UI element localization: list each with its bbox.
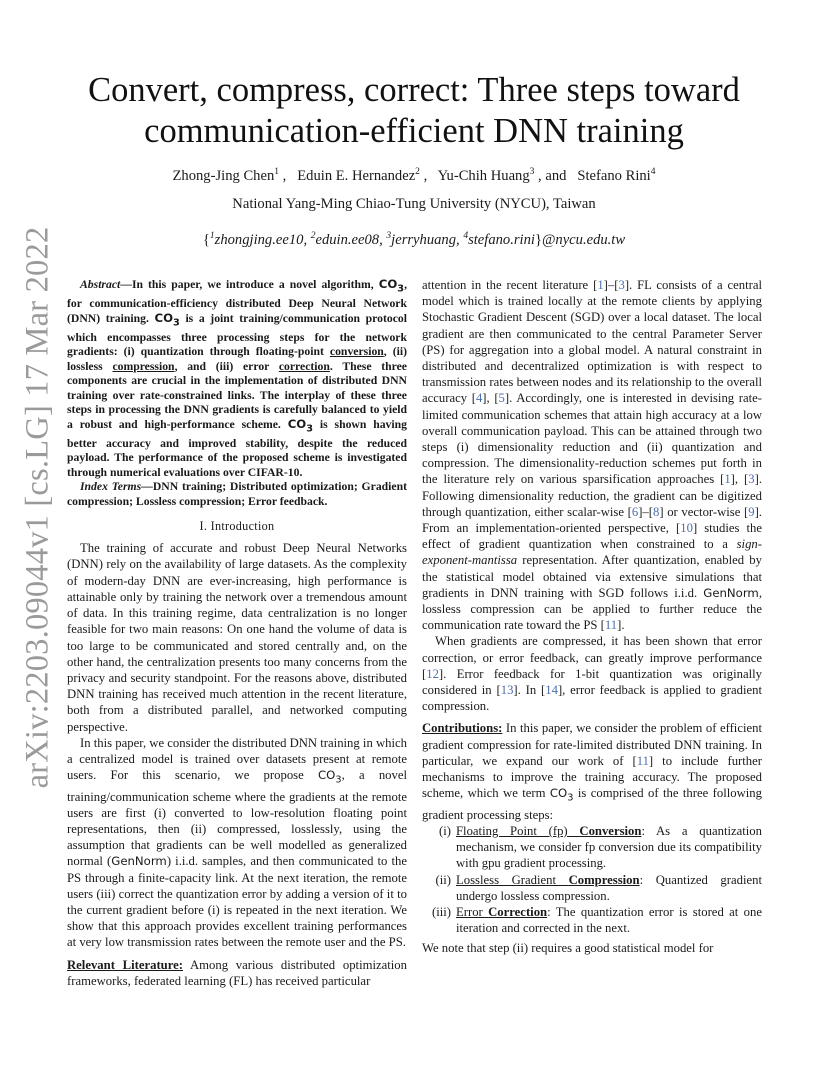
section-heading: I. Introduction xyxy=(199,519,275,534)
author-mark: 1 xyxy=(274,167,279,177)
author-mark: 4 xyxy=(650,167,656,177)
closing-line: We note that step (ii) requires a good statistical model for xyxy=(422,941,714,956)
email: jerryhuang xyxy=(391,231,457,248)
list-item: (i) Floating Point (fp) Conversion: As a quantization mechanism, we consider fp conversion due its compatibility with gpu gradient processing. xyxy=(439,824,762,871)
index-terms: Index Terms—DNN training; Distributed optimization; Gradient compression; Lossless compression; Error feedback. xyxy=(67,480,407,508)
intro-paragraph-2: In this paper, we consider the distributed DNN training in which a centralized model is trained over datasets present at remote users. For this scenario, we propose $CO_3$, a novel training/communication scheme where the gradients at the remote users are first (i) converted to low-resolution floating point representations, then (ii) compressed, losslessly, using the assumption that gradients can be well modelled as generalized normal (GenNorm) i.i.d. samples, and then communicated to the PS through a finite-capacity link. At the next iteration, the remote users (iii) correct the quantization error by adding a version of it to the current gradient before (i) is repeated in the next iteration. We show that this approach provides excellent training performances at very low transmission rates between the remote user and the PS. xyxy=(67,735,408,950)
author-name: Yu-Chih Huang xyxy=(437,167,530,184)
relevant-literature-label: Relevant Literature: xyxy=(67,957,183,972)
list-item: (iii) Error Correction: The quantization error is stored at one iteration and corrected in the next. xyxy=(431,905,762,936)
affiliation: National Yang-Ming Chiao-Tung University (NYCU), Taiwan xyxy=(232,196,596,212)
author-mark: 1 xyxy=(209,231,215,241)
abstract-label: Abstract xyxy=(80,278,121,291)
left-column xyxy=(67,277,407,989)
author-mark: 3 xyxy=(386,231,392,241)
author-mark: 2 xyxy=(415,167,420,177)
email: eduin.ee08 xyxy=(315,231,380,248)
author-list: Zhong-Jing Chen$^1$ , Eduin E. Hernandez$^2$ , Yu-Chih Huang$^3$ , and Stefano Rini$^4$ xyxy=(172,167,656,184)
paper-title xyxy=(0,70,828,152)
title-line-2: communication-efficient DNN training xyxy=(144,112,684,150)
email: zhongjing.ee10 xyxy=(214,231,304,248)
contributions-paragraph: Contributions: In this paper, we consider the problem of efficient gradient compression for rate-limited distributed DNN training. In particular, we expand our work of [11] to include further mechanisms to improve the training accuracy. The proposed scheme, which we term $CO_3$ is comprised of the three following gradient processing steps: xyxy=(422,721,762,822)
right-column xyxy=(422,277,762,957)
author-name: Stefano Rini xyxy=(577,167,651,184)
relevant-literature-paragraph: Relevant Literature: Among various distributed optimization frameworks, federated learning (FL) has received particular xyxy=(67,957,407,988)
processing-steps xyxy=(422,823,762,936)
title-line-1: Convert, compress, correct: Three steps toward xyxy=(88,71,740,109)
email-line: {$^1$zhongjing.ee10, $^2$eduin.ee08, $^3$jerryhuang, $^4$stefano.rini}@nycu.edu.tw xyxy=(202,231,626,248)
abstract: Abstract—In this paper, we introduce a novel algorithm, $CO_3$, for communication-efficiency distributed Deep Neural Network (DNN) training. $CO_3$ is a joint training/communication protocol which encompasses three processing steps for the network gradients: (i) quantization through floating-point conversion, (ii) lossless compression, and (iii) error correction. These three components are crucial in the implementation of distributed DNN training over rate-constrained links. The interplay of these three steps in processing the DNN gradients is carefully balanced to yield a robust and high-performance scheme. $CO_3$ is shown having better accuracy and improved stability, despite the reduced payload. The performance of the proposed scheme is investigated through numerical evaluations over CIFAR-10. xyxy=(67,277,407,479)
literature-continued: attention in the recent literature [1]–[3]. FL consists of a central model which is trained locally at the remote clients by applying Stochastic Gradient Descent (SGD) over a local dataset. The local gradient are then communicated to the central Parameter Server (PS) for aggregation into a global model. A natural constraint in distributed and decentralized optimization is with respect to transmission rates between nodes and its relationship to the overall accuracy [4], [5]. Accordingly, one is interested in devising rate-limited communication schemes that attain high accuracy at a low overall communication payload. This can be attained through two steps (i) dimensionality reduction and (ii) quantization and compression. The dimensionality-reduction schemes put forth in the literature rely on various sparsification approaches [1], [3]. Following dimensionality reduction, the gradient can be digitized through quantization, either scalar-wise [6]–[8] or vector-wise [9]. From an implementation-oriented perspective, [10] studies the effect of gradient quantization when constrained to a sign-exponent-mantissa representation. After quantization, enabled by the statistical model obtained via extensive simulations that gradients in DNN training with SGD follows i.i.d. GenNorm, lossless compression can be applied to further reduce the communication rate toward the PS [11]. xyxy=(422,278,763,633)
author-name: Zhong-Jing Chen xyxy=(172,167,275,184)
author-mark: 2 xyxy=(310,231,316,241)
index-terms-text: DNN training; Distributed optimization; Gradient compression; Lossless compression; Error feedback. xyxy=(67,480,407,508)
arxiv-id: arXiv:2203.09044v1 [cs.LG] 17 Mar 2022 xyxy=(19,226,56,789)
list-item: (ii) Lossless Gradient Compression: Quantized gradient undergo lossless compression. xyxy=(435,872,762,903)
contributions-label: Contributions: xyxy=(422,721,503,736)
index-terms-label: Index Terms xyxy=(80,480,142,494)
author-mark: 3 xyxy=(529,167,535,177)
email: stefano.rini xyxy=(468,231,535,248)
email-domain: @nycu.edu.tw xyxy=(541,231,626,248)
arxiv-watermark xyxy=(14,226,62,789)
author-mark: 4 xyxy=(463,231,469,241)
intro-paragraph-1: The training of accurate and robust Deep Neural Networks (DNN) rely on the availability of large datasets. As the complexity of modern-day DNN are ever-increasing, high performance is attainable only by training the network over a tremendous amount of data. In this training regime, data centralization is no longer feasible for two main reasons: On one hand the volume of data is too large to be communicated and stored centrally and, on the other hand, the centralization presents too many concerns from the privacy and security standpoint. For the reasons above, distributed DNN training has received much attention in the recent literature, both from a distributed parallel, and networked computing perspective. xyxy=(67,541,407,734)
author-name: Eduin E. Hernandez xyxy=(297,167,416,184)
error-feedback-paragraph: When gradients are compressed, it has been shown that error correction, or error feedback, can greatly improve performance [12]. Error feedback for 1-bit quantization was originally considered in [13]. In [14], error feedback is applied to gradient compression. xyxy=(422,634,762,714)
